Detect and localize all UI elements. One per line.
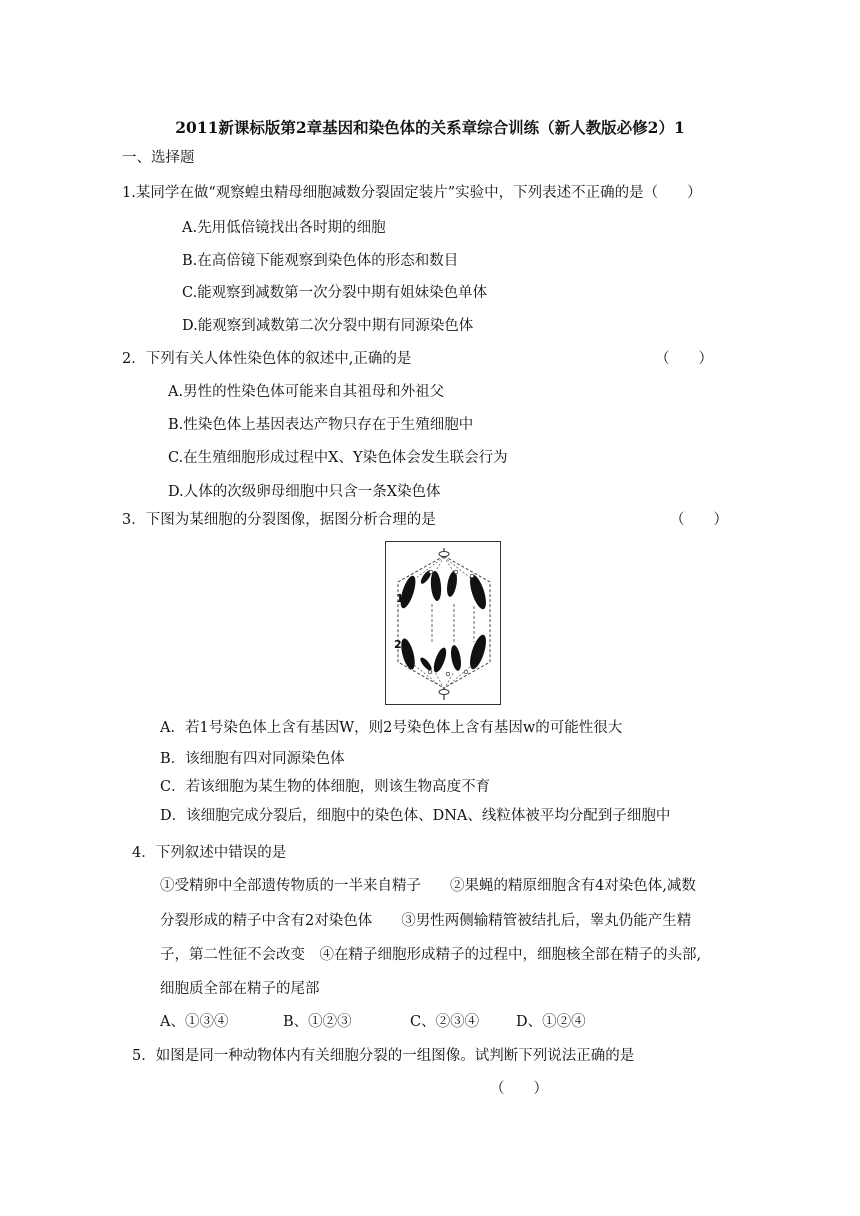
q2-option-a: A.男性的性染色体可能来自其祖母和外祖父 bbox=[168, 384, 445, 400]
q1-option-c: C.能观察到减数第一次分裂中期有姐妹染色单体 bbox=[182, 285, 488, 301]
q5-answer-paren: （ ） bbox=[490, 1081, 548, 1097]
q4-option-d: D、①②④ bbox=[516, 1014, 586, 1030]
q4-body-line-1: ①受精卵中全部遗传物质的一半来自精子 ②果蝇的精原细胞含有4对染色体,减数 bbox=[160, 878, 696, 894]
q2-option-d: D.人体的次级卵母细胞中只含一条X染色体 bbox=[168, 484, 441, 500]
q1-option-a: A.先用低倍镜找出各时期的细胞 bbox=[182, 220, 386, 236]
section-heading: 一、选择题 bbox=[122, 150, 195, 166]
q4-body-line-2: 分裂形成的精子中含有2对染色体 ③男性两侧输精管被结扎后，睾丸仍能产生精 bbox=[160, 913, 692, 929]
q1-option-b: B.在高倍镜下能观察到染色体的形态和数目 bbox=[182, 253, 459, 269]
chromosome-label-2: 2 bbox=[394, 638, 402, 651]
q2-answer-paren: （ ） bbox=[655, 351, 713, 367]
lower-chromosomes bbox=[399, 633, 490, 674]
q3-stem: 3．下图为某细胞的分裂图像，据图分析合理的是 bbox=[122, 512, 436, 528]
q4-body-line-3: 子，第二性征不会改变 ④在精子细胞形成精子的过程中，细胞核全部在精子的头部, bbox=[160, 947, 702, 963]
cell-division-diagram bbox=[386, 542, 502, 706]
q1-option-d: D.能观察到减数第二次分裂中期有同源染色体 bbox=[182, 318, 474, 334]
q3-option-c: C．若该细胞为某生物的体细胞，则该生物高度不育 bbox=[160, 779, 491, 795]
q4-stem: 4．下列叙述中错误的是 bbox=[132, 845, 287, 861]
chromosome-label-1: 1 bbox=[396, 592, 404, 605]
q3-answer-paren: （ ） bbox=[670, 512, 728, 528]
q2-option-b: B.性染色体上基因表达产物只存在于生殖细胞中 bbox=[168, 417, 474, 433]
q4-option-a: A、①③④ bbox=[160, 1014, 229, 1030]
q2-stem: 2．下列有关人体性染色体的叙述中,正确的是 bbox=[122, 351, 412, 367]
centriole-top bbox=[439, 552, 449, 557]
q3-option-d: D．该细胞完成分裂后，细胞中的染色体、DNA、线粒体被平均分配到子细胞中 bbox=[160, 808, 671, 824]
q1-stem: 1.某同学在做“观察蝗虫精母细胞减数分裂固定装片”实验中，下列表述不正确的是（ ） bbox=[122, 185, 702, 201]
centriole-bottom bbox=[439, 690, 449, 695]
q3-option-a: A．若1号染色体上含有基因W，则2号染色体上含有基因w的可能性很大 bbox=[160, 720, 623, 736]
q3-option-b: B．该细胞有四对同源染色体 bbox=[160, 751, 345, 767]
q2-option-c: C.在生殖细胞形成过程中X、Y染色体会发生联会行为 bbox=[168, 450, 508, 466]
cell-division-figure bbox=[385, 541, 501, 705]
q4-option-c: C、②③④ bbox=[410, 1014, 480, 1030]
q4-body-line-4: 细胞质全部在精子的尾部 bbox=[160, 981, 320, 997]
page-title: 2011新课标版第2章基因和染色体的关系章综合训练（新人教版必修2）1 bbox=[175, 118, 685, 137]
q5-stem: 5．如图是同一种动物体内有关细胞分裂的一组图像。试判断下列说法正确的是 bbox=[132, 1048, 635, 1064]
q4-option-b: B、①②③ bbox=[283, 1014, 352, 1030]
